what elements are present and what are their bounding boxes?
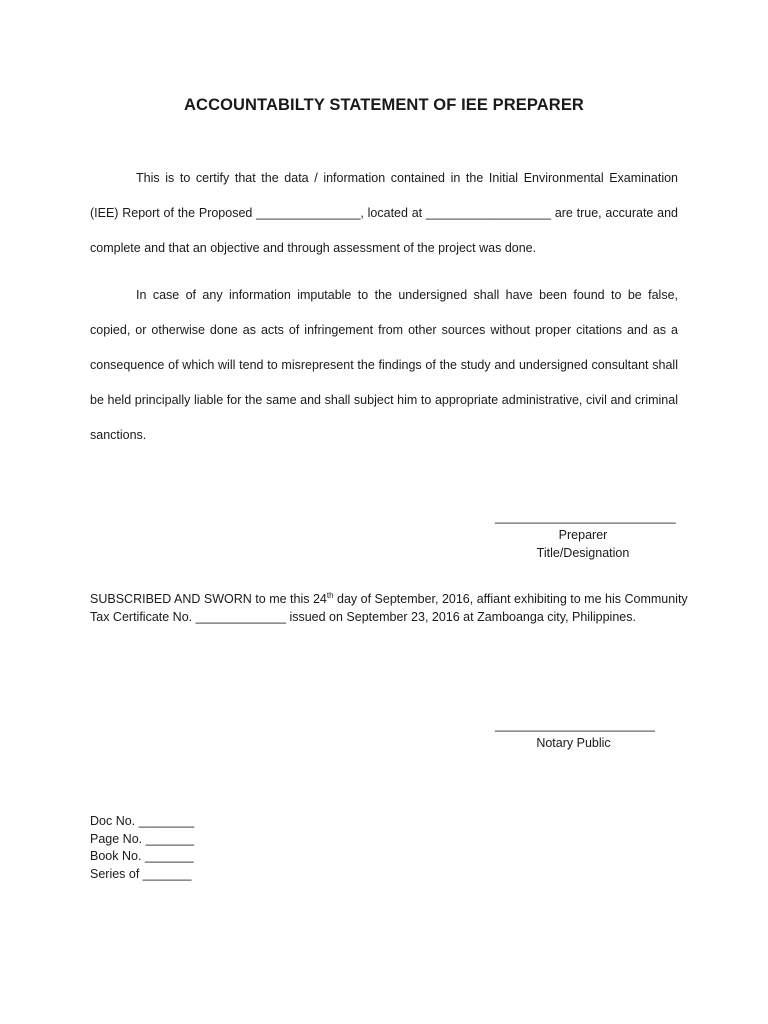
notary-signature-block bbox=[495, 716, 655, 752]
preparer-signature-block bbox=[495, 508, 676, 562]
sworn-text-before: SUBSCRIBED AND SWORN to me this 24 bbox=[90, 592, 327, 606]
preparer-designation: Title/Designation bbox=[536, 546, 630, 560]
sworn-line-2: Tax Certificate No. _____________ issued on September 23, 2016 at Zamboanga city, Philippines. bbox=[90, 610, 636, 624]
notary-signature-line: _______________________ bbox=[495, 718, 655, 732]
preparer-label: Preparer bbox=[558, 528, 608, 542]
sworn-text-after: day of September, 2016, affiant exhibiting to me his Community bbox=[333, 592, 688, 606]
liability-paragraph: In case of any information imputable to the undersigned shall have been found to be false, copied, or otherwise done as acts of infringement from other sources without proper citations and as a consequence of which will tend to misrepresent the findings of the study and undersigned consultant shall be held principally liable for the same and shall subject him to appropriate administrative, civil and criminal sanctions. bbox=[90, 288, 678, 442]
sworn-superscript: th bbox=[326, 590, 334, 600]
document-title: ACCOUNTABILTY STATEMENT OF IEE PREPARER bbox=[184, 96, 584, 114]
sworn-statement bbox=[90, 590, 690, 626]
preparer-signature-line: __________________________ bbox=[495, 510, 676, 524]
series-of-field: Series of _______ bbox=[90, 866, 192, 881]
notary-label: Notary Public bbox=[536, 736, 611, 750]
certification-paragraph: This is to certify that the data / information contained in the Initial Environmental Examination (IEE) Report of the Proposed _______________, located at __________________ are true, accurate and complete and that an objective and through assessment of the project was done. bbox=[90, 171, 678, 255]
book-no-field: Book No. _______ bbox=[90, 849, 194, 863]
page-no-field: Page No. _______ bbox=[90, 831, 195, 846]
doc-no-field: Doc No. ________ bbox=[90, 814, 195, 828]
sworn-line-1 bbox=[90, 590, 690, 608]
statement-body bbox=[90, 161, 678, 465]
notarial-register-fields bbox=[90, 813, 194, 883]
